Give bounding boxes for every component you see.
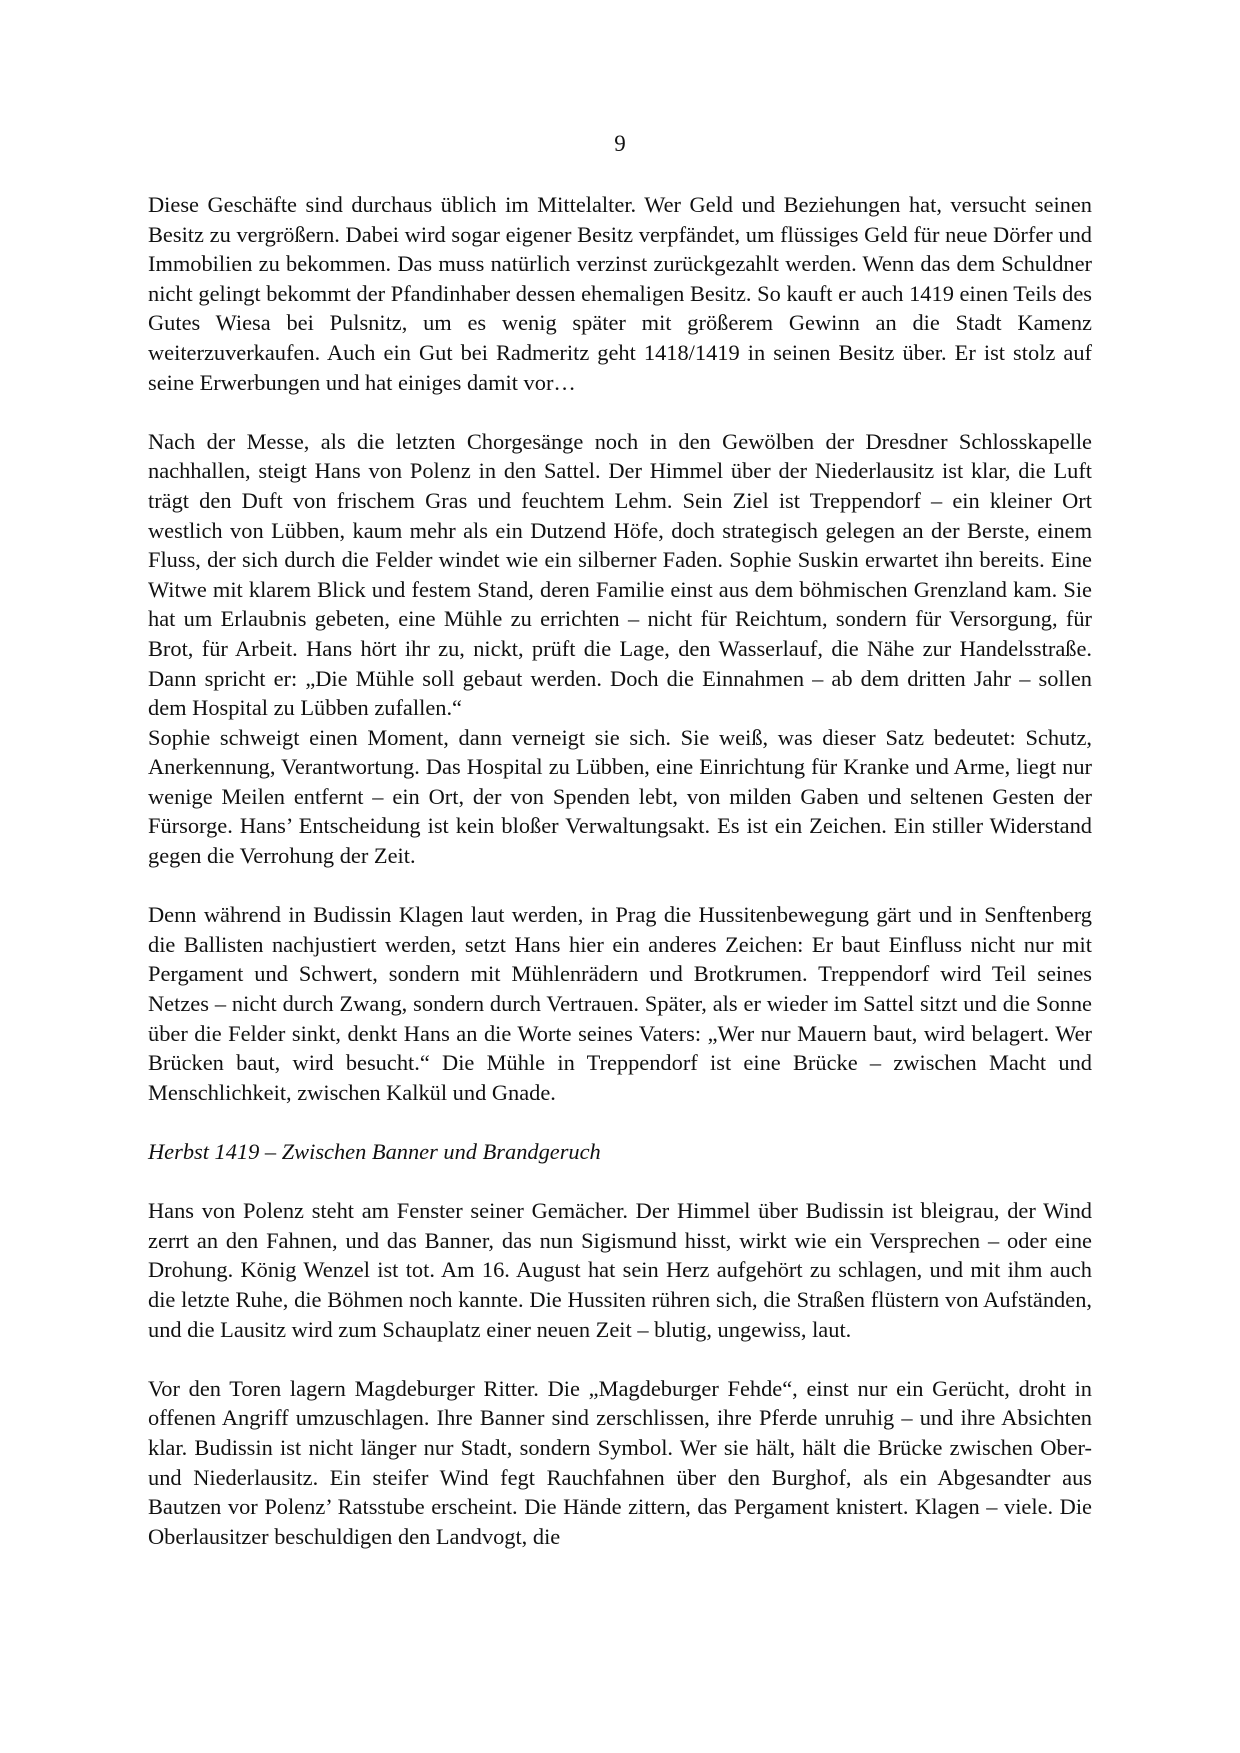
page-number: 9	[614, 131, 626, 156]
paragraph: Hans von Polenz steht am Fenster seiner Gemächer. Der Himmel über Budissin ist bleigrau, der Wind zerrt an den Fahnen, und das Banner, das nun Sigismund hisst, wirkt wie ein Versprechen – oder eine Drohung. König Wenzel ist tot. Am 16. August hat sein Herz aufgehört zu schlagen, und mit ihm auch die letzte Ruhe, die Böhmen noch kannte. Die Hussiten rühren sich, die Straßen flüstern von Aufständen, und die Lausitz wird zum Schauplatz einer neuen Zeit – blutig, ungewiss, laut.	[148, 1198, 1092, 1342]
paragraph: Sophie schweigt einen Moment, dann verneigt sie sich. Sie weiß, was dieser Satz bedeutet: Schutz, Anerkennung, Verantwortung. Das Hospital zu Lübben, eine Einrichtung für Kranke und Arme, liegt nur wenige Meilen entfernt – ein Ort, der von Spenden lebt, von milden Gaben und seltenen Gesten der Fürsorge. Hans’ Entscheidung ist kein bloßer Verwaltungsakt. Es ist ein Zeichen. Ein stiller Widerstand gegen die Verrohung der Zeit.	[148, 724, 1092, 869]
section-heading: Herbst 1419 – Zwischen Banner und Brandgeruch	[148, 1139, 601, 1164]
document-body	[148, 190, 1092, 1551]
paragraph: Diese Geschäfte sind durchaus üblich im Mittelalter. Wer Geld und Beziehungen hat, versucht seinen Besitz zu vergrößern. Dabei wird sogar eigener Besitz verpfändet, um flüssiges Geld für neue Dörfer und Immobilien zu bekommen. Das muss natürlich verzinst zurückgezahlt werden. Wenn das dem Schuldner nicht gelingt bekommt der Pfandinhaber dessen ehemaligen Besitz. So kauft er auch 1419 einen Teils des Gutes Wiesa bei Pulsnitz, um es wenig später mit größerem Gewinn an die Stadt Kamenz weiterzuverkaufen. Auch ein Gut bei Radmeritz geht 1418/1419 in seinen Besitz über. Er ist stolz auf seine Erwerbungen und hat einiges damit vor…	[148, 192, 1092, 395]
paragraph: Nach der Messe, als die letzten Chorgesänge noch in den Gewölben der Dresdner Schlosskapelle nachhallen, steigt Hans von Polenz in den Sattel. Der Himmel über der Niederlausitz ist klar, die Luft trägt den Duft von frischem Gras und feuchtem Lehm. Sein Ziel ist Treppendorf – ein kleiner Ort westlich von Lübben, kaum mehr als ein Dutzend Höfe, doch strategisch gelegen an der Berste, einem Fluss, der sich durch die Felder windet wie ein silberner Faden. Sophie Suskin erwartet ihn bereits. Eine Witwe mit klarem Blick und festem Stand, deren Familie einst aus dem böhmischen Grenzland kam. Sie hat um Erlaubnis gebeten, eine Mühle zu errichten – nicht für Reichtum, sondern für Versorgung, für Brot, für Arbeit. Hans hört ihr zu, nickt, prüft die Lage, den Wasserlauf, die Nähe zur Handelsstraße. Dann spricht er: „Die Mühle soll gebaut werden. Doch die Einnahmen – ab dem dritten Jahr – sollen dem Hospital zu Lübben zufallen.“	[148, 428, 1092, 721]
paragraph: Denn während in Budissin Klagen laut werden, in Prag die Hussitenbewegung gärt und in Senftenberg die Ballisten nachjustiert werden, setzt Hans hier ein anderes Zeichen: Er baut Einfluss nicht nur mit Pergament und Schwert, sondern mit Mühlenrädern und Brotkrumen. Treppendorf wird Teil seines Netzes – nicht durch Zwang, sondern durch Vertrauen. Später, als er wieder im Sattel sitzt und die Sonne über die Felder sinkt, denkt Hans an die Worte seines Vaters: „Wer nur Mauern baut, wird belagert. Wer Brücken baut, wird besucht.“ Die Mühle in Treppendorf ist eine Brücke – zwischen Macht und Menschlichkeit, zwischen Kalkül und Gnade.	[148, 902, 1092, 1105]
paragraph: Vor den Toren lagern Magdeburger Ritter. Die „Magdeburger Fehde“, einst nur ein Gerücht, droht in offenen Angriff umzuschlagen. Ihre Banner sind zerschlissen, ihre Pferde unruhig – und ihre Absichten klar. Budissin ist nicht länger nur Stadt, sondern Symbol. Wer sie hält, hält die Brücke zwischen Ober- und Niederlausitz. Ein steifer Wind fegt Rauchfahnen über den Burghof, als ein Abgesandter aus Bautzen vor Polenz’ Ratsstube erscheint. Die Hände zittern, das Pergament knistert. Klagen – viele. Die Oberlausitzer beschuldigen den Landvogt, die	[148, 1375, 1092, 1549]
